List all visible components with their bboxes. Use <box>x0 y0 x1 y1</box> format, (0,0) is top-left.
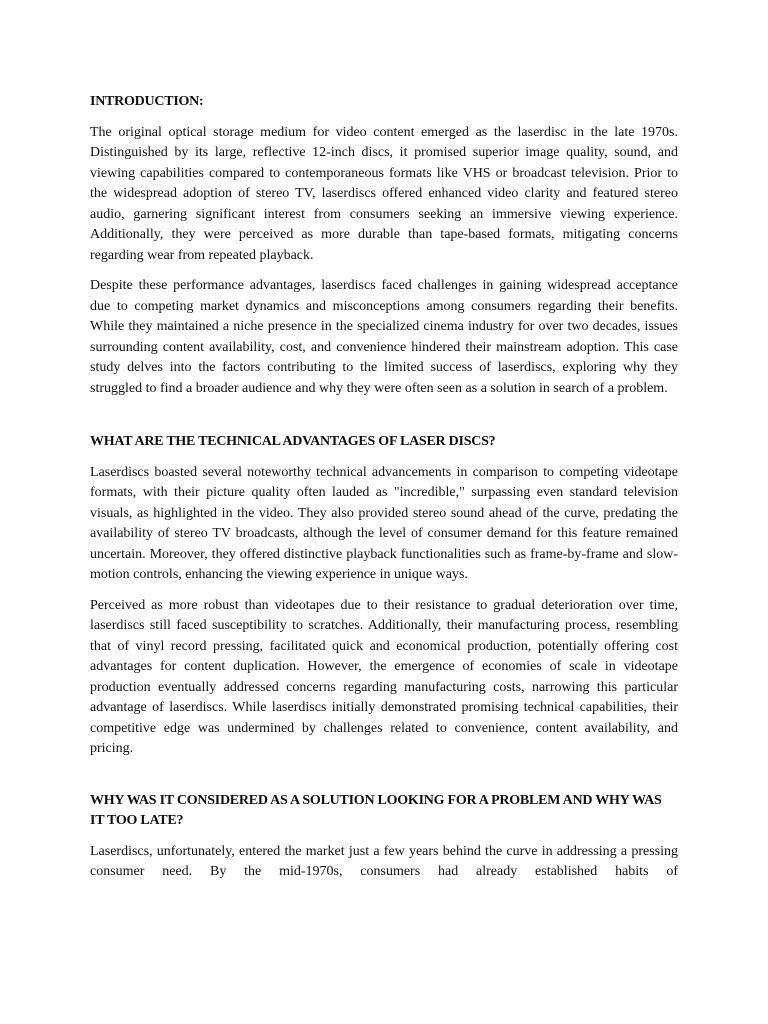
section-heading-solution-looking-for-problem: WHY WAS IT CONSIDERED AS A SOLUTION LOOKING FOR A PROBLEM AND WHY WAS IT TOO LATE? <box>90 792 662 828</box>
paragraph: The original optical storage medium for video content emerged as the laserdisc in the late 1970s. Distinguished by its large, reflective 12-inch discs, it promised superior image quality, sound, and viewing capabilities compared to contemporaneous formats like VHS or broadcast television. Prior to the widespread adoption of stereo TV, laserdiscs offered enhanced video clarity and featured stereo audio, garnering significant interest from consumers seeking an immersive viewing experience. Additionally, they were perceived as more durable than tape-based formats, mitigating concerns regarding wear from repeated playback. <box>90 124 678 263</box>
paragraph: Laserdiscs boasted several noteworthy technical advancements in comparison to competing videotape formats, with their picture quality often lauded as "incredible," surpassing even standard television visuals, as highlighted in the video. They also provided stereo sound ahead of the curve, predating the availability of stereo TV broadcasts, although the level of consumer demand for this feature remained uncertain. Moreover, they offered distinctive playback functionalities such as frame-by-frame and slow-motion controls, enhancing the viewing experience in unique ways. <box>90 464 678 582</box>
paragraph: Perceived as more robust than videotapes due to their resistance to gradual deterioration over time, laserdiscs still faced susceptibility to scratches. Additionally, their manufacturing process, resembling that of vinyl record pressing, facilitated quick and economical production, potentially offering cost advantages for content duplication. However, the emergence of economies of scale in videotape production eventually addressed concerns regarding manufacturing costs, narrowing this particular advantage of laserdiscs. While laserdiscs initially demonstrated promising technical capabilities, their competitive edge was undermined by challenges related to convenience, content availability, and pricing. <box>90 597 678 756</box>
paragraph: Despite these performance advantages, laserdiscs faced challenges in gaining widespread acceptance due to competing market dynamics and misconceptions among consumers regarding their benefits. While they maintained a niche presence in the specialized cinema industry for over two decades, issues surrounding content availability, cost, and convenience hindered their mainstream adoption. This case study delves into the factors contributing to the limited success of laserdiscs, exploring why they struggled to find a broader audience and why they were often seen as a solution in search of a problem. <box>90 278 678 396</box>
paragraph: Laserdiscs, unfortunately, entered the market just a few years behind the curve in addressing a pressing consumer need. By the mid-1970s, consumers had already established habits of <box>90 843 678 879</box>
section-heading-technical-advantages: WHAT ARE THE TECHNICAL ADVANTAGES OF LASER DISCS? <box>90 434 496 449</box>
document-page <box>90 92 678 883</box>
section-heading-introduction: INTRODUCTION: <box>90 94 204 109</box>
